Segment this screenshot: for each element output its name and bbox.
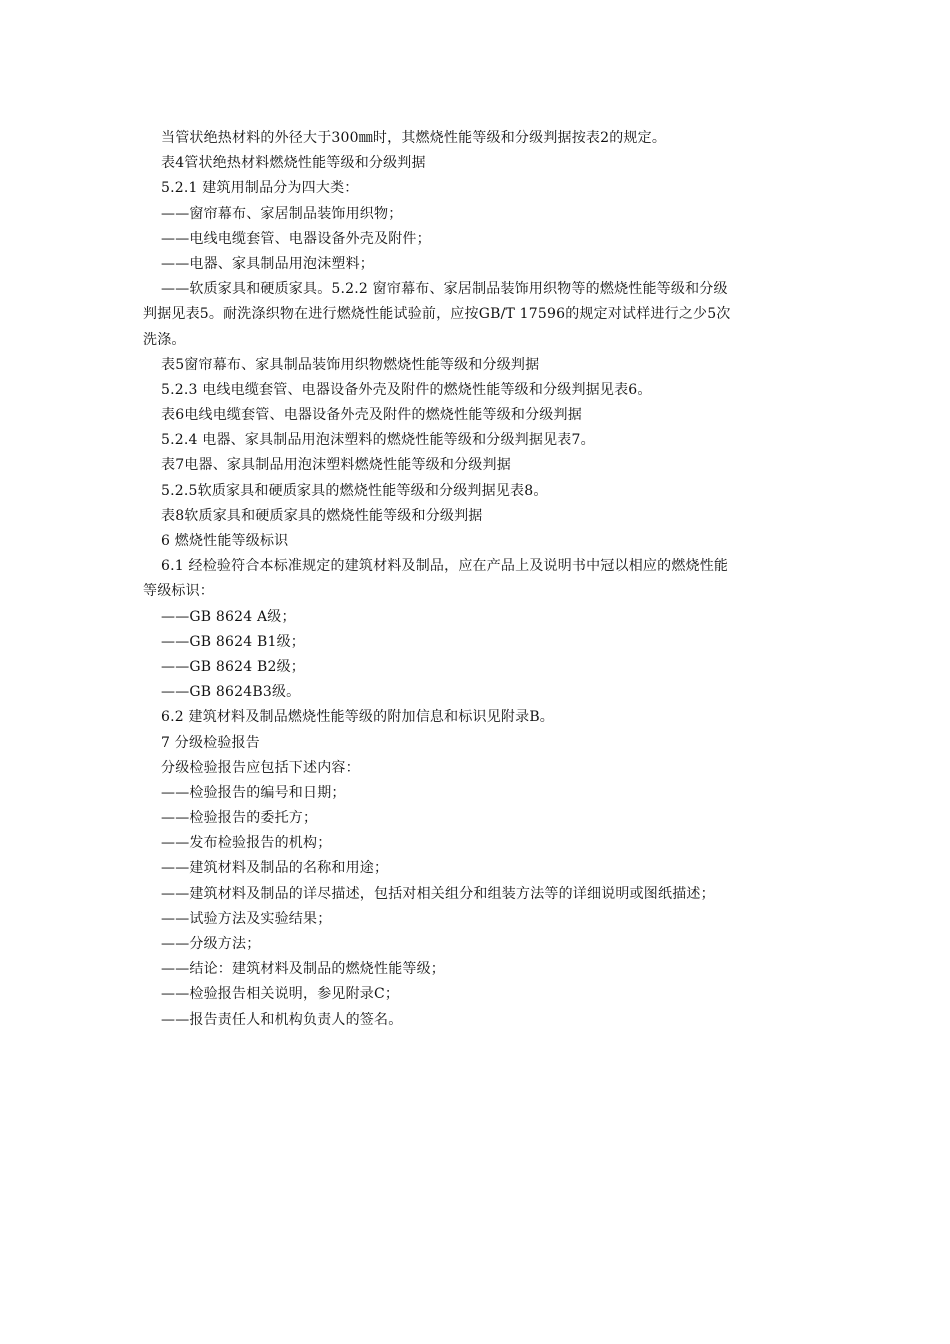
list-item: ——电器、家具制品用泡沫塑料； — [161, 255, 374, 272]
list-item: ——建筑材料及制品的名称和用途； — [161, 860, 389, 877]
list-item: ——GB 8624B3级。 — [161, 684, 301, 701]
paragraph-line: 当管状绝热材料的外径大于300㎜时，其燃烧性能等级和分级判据按表2的规定。 — [161, 130, 667, 146]
list-item: ——试验方法及实验结果； — [161, 910, 332, 927]
list-item: ——GB 8624 B1级； — [161, 633, 305, 650]
paragraph-line: 6.2 建筑材料及制品燃烧性能等级的附加信息和标识见附录B。 — [161, 709, 555, 726]
list-item: ——GB 8624 B2级； — [161, 658, 305, 675]
paragraph-line: 分级检验报告应包括下述内容： — [161, 759, 360, 776]
list-item: ——发布检验报告的机构； — [161, 835, 332, 852]
paragraph-line: 洗涤。 — [143, 331, 186, 348]
list-item: ——分级方法； — [161, 936, 261, 952]
table-caption: 表4管状绝热材料燃烧性能等级和分级判据 — [161, 155, 426, 172]
paragraph-line: 6.1 经检验符合本标准规定的建筑材料及制品，应在产品上及说明书中冠以相应的燃烧性能 — [161, 558, 729, 575]
paragraph-line: 等级标识： — [143, 583, 214, 600]
paragraph-line: 5.2.5软质家具和硬质家具的燃烧性能等级和分级判据见表8。 — [161, 482, 548, 499]
section-heading: 6 燃烧性能等级标识 — [161, 533, 289, 549]
paragraph-line: 5.2.4 电器、家具制品用泡沫塑料的燃烧性能等级和分级判据见表7。 — [161, 432, 595, 449]
list-item: ——检验报告的编号和日期； — [161, 784, 346, 801]
list-item: ——窗帘幕布、家居制品装饰用织物； — [161, 205, 403, 222]
table-caption: 表7电器、家具制品用泡沫塑料燃烧性能等级和分级判据 — [161, 457, 511, 474]
list-item: ——检验报告的委托方； — [161, 810, 318, 827]
table-caption: 表6电线电缆套管、电器设备外壳及附件的燃烧性能等级和分级判据 — [161, 407, 582, 424]
list-item: ——报告责任人和机构负责人的签名。 — [161, 1011, 403, 1028]
table-caption: 表5窗帘幕布、家具制品装饰用织物燃烧性能等级和分级判据 — [161, 356, 540, 373]
document-body — [143, 126, 813, 1033]
list-item: ——结论：建筑材料及制品的燃烧性能等级； — [161, 961, 445, 978]
list-item: ——软质家具和硬质家具。5.2.2 窗帘幕布、家居制品装饰用织物等的燃烧性能等级和分级 — [161, 281, 728, 298]
section-heading: 5.2.1 建筑用制品分为四大类： — [161, 180, 359, 197]
list-item: ——GB 8624 A级； — [161, 608, 296, 625]
list-item: ——检验报告相关说明，参见附录C； — [161, 986, 400, 1003]
section-heading: 7 分级检验报告 — [161, 734, 260, 751]
paragraph-line: 判据见表5。耐洗涤织物在进行燃烧性能试验前，应按GB/T 17596的规定对试样进行之少5次 — [143, 306, 731, 323]
list-item: ——电线电缆套管、电器设备外壳及附件； — [161, 230, 431, 247]
paragraph-line: 5.2.3 电线电缆套管、电器设备外壳及附件的燃烧性能等级和分级判据见表6。 — [161, 381, 652, 398]
list-item: ——建筑材料及制品的详尽描述，包括对相关组分和组装方法等的详细说明或图纸描述； — [161, 885, 715, 902]
table-caption: 表8软质家具和硬质家具的燃烧性能等级和分级判据 — [161, 507, 483, 524]
